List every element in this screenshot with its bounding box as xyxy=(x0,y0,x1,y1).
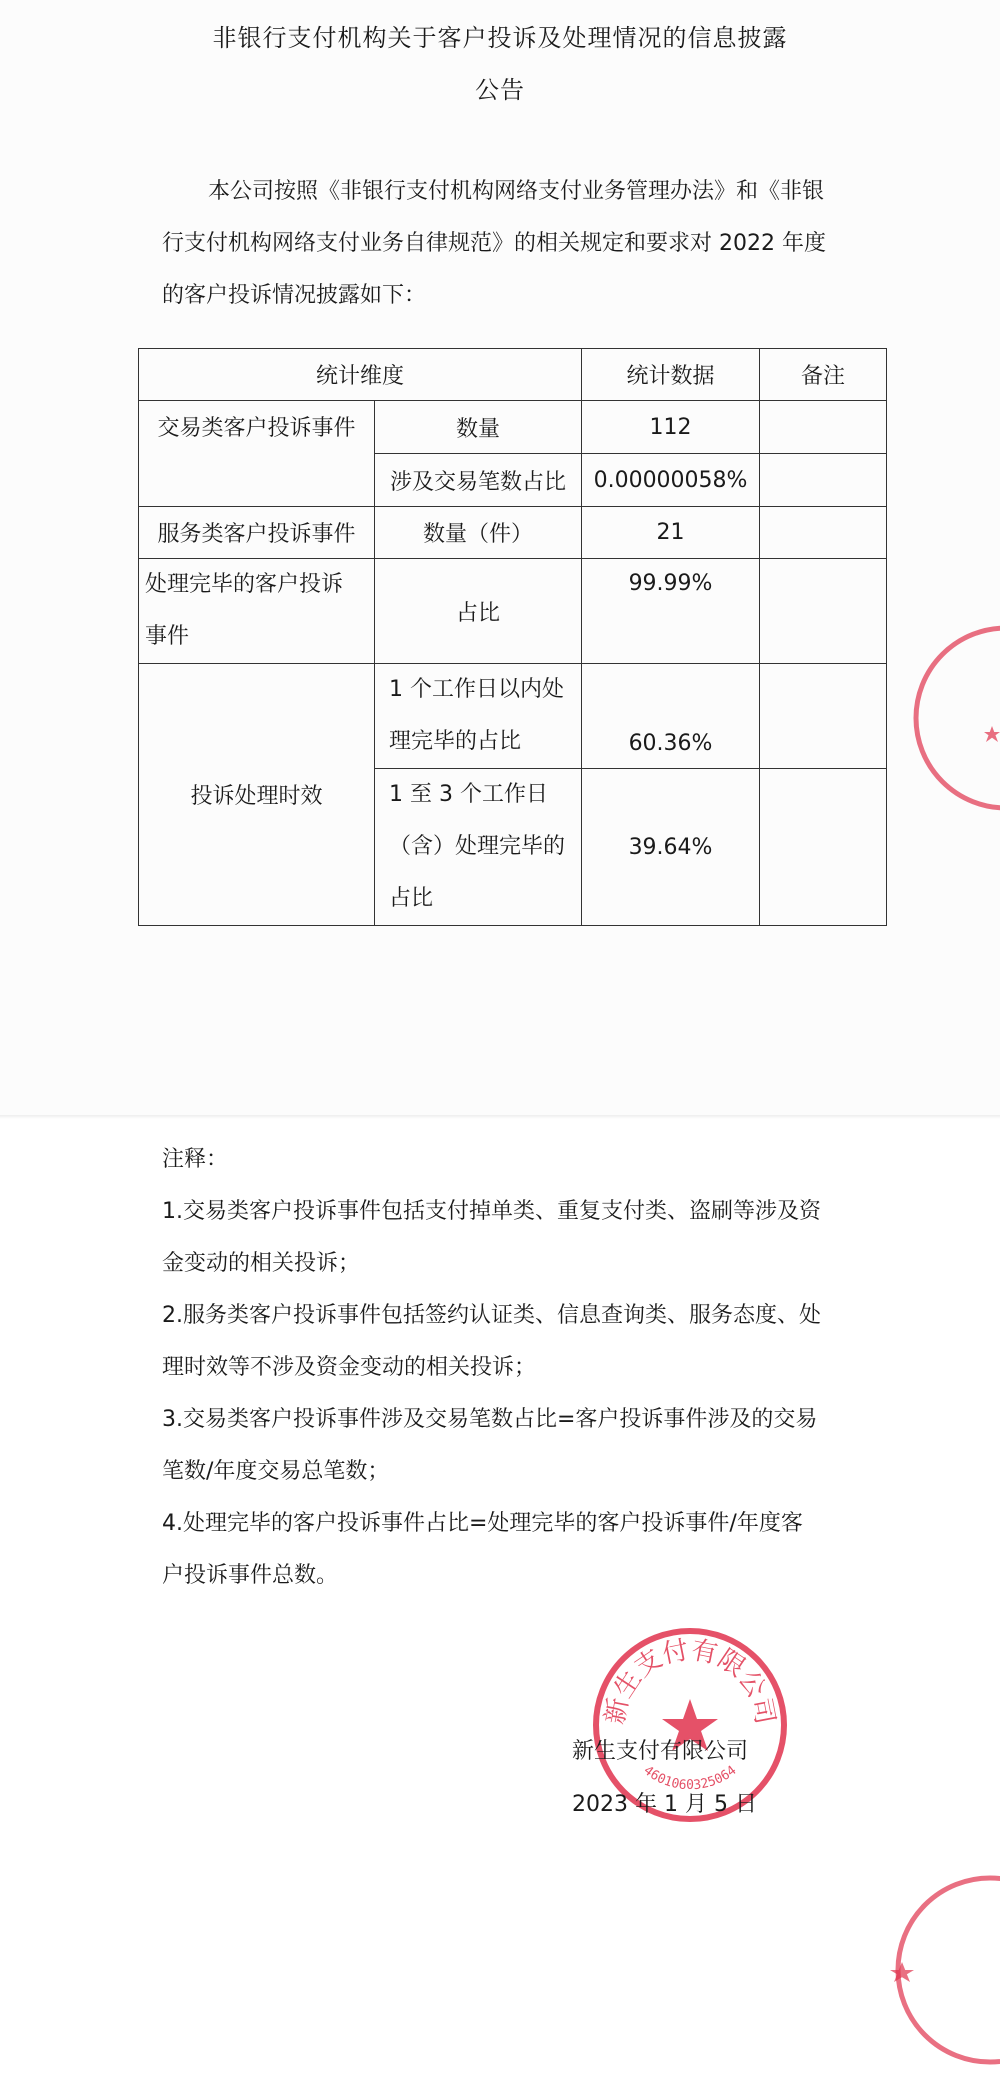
transaction-category: 交易类客户投诉事件 xyxy=(139,401,375,507)
note-2-line-1: 2.服务类客户投诉事件包括签约认证类、信息查询类、服务态度、处 xyxy=(162,1303,821,1328)
note-4-line-1: 4.处理完毕的客户投诉事件占比=处理完毕的客户投诉事件/年度客 xyxy=(162,1511,803,1536)
statistics-table xyxy=(138,348,887,926)
edge-seal-top xyxy=(908,618,1000,818)
within1-label xyxy=(375,664,582,769)
intro-line-2: 行支付机构网络支付业务自律规范》的相关规定和要求对 2022 年度 xyxy=(162,231,826,256)
transaction-count-label: 数量 xyxy=(375,401,582,454)
handled-ratio-value: 99.99% xyxy=(582,559,760,664)
note-4-line-2: 户投诉事件总数。 xyxy=(162,1563,339,1588)
table-row xyxy=(139,664,887,769)
remark-cell xyxy=(760,664,887,769)
table-row xyxy=(139,559,887,664)
table-header-row xyxy=(139,349,887,401)
within3-value: 39.64% xyxy=(582,769,760,926)
seal-name: 新生支付有限公司 xyxy=(600,1635,780,1727)
notes-section xyxy=(162,1134,821,1602)
remark-cell xyxy=(760,401,887,454)
document-subtitle: 公告 xyxy=(475,76,525,104)
note-3-line-2: 笔数/年度交易总笔数； xyxy=(162,1459,390,1484)
seal-number: 4601060325064 xyxy=(640,1763,740,1794)
intro-line-3: 的客户投诉情况披露如下： xyxy=(162,283,427,308)
remark-cell xyxy=(760,769,887,926)
within1-label-line-2: 理完毕的占比 xyxy=(389,729,522,754)
edge-seal-bottom xyxy=(860,1870,1000,2070)
remark-cell xyxy=(760,454,887,507)
timeliness-category: 投诉处理时效 xyxy=(139,664,375,926)
star-icon xyxy=(984,726,1000,742)
table-row xyxy=(139,401,887,454)
signature-date: 2023 年 1 月 5 日 xyxy=(572,1792,757,1817)
remark-cell xyxy=(760,559,887,664)
handled-category-line-1: 处理完毕的客户投诉 xyxy=(145,572,344,597)
page-break xyxy=(0,1115,1000,1119)
within3-label xyxy=(375,769,582,926)
transaction-count-value: 112 xyxy=(582,401,760,454)
transaction-ratio-label: 涉及交易笔数占比 xyxy=(375,454,582,507)
note-3-line-1: 3.交易类客户投诉事件涉及交易笔数占比=客户投诉事件涉及的交易 xyxy=(162,1407,818,1432)
note-1-line-2: 金变动的相关投诉； xyxy=(162,1251,361,1276)
handled-ratio-label: 占比 xyxy=(375,559,582,664)
handled-category xyxy=(139,559,375,664)
transaction-ratio-value: 0.00000058% xyxy=(582,454,760,507)
header-remark: 备注 xyxy=(760,349,887,401)
header-data: 统计数据 xyxy=(582,349,760,401)
handled-category-line-2: 事件 xyxy=(145,624,190,649)
service-count-label: 数量（件） xyxy=(375,507,582,559)
header-dimension: 统计维度 xyxy=(139,349,582,401)
within1-value: 60.36% xyxy=(582,664,760,769)
service-category: 服务类客户投诉事件 xyxy=(139,507,375,559)
within3-label-line-3: 占比 xyxy=(389,886,434,911)
document-title: 非银行支付机构关于客户投诉及处理情况的信息披露 xyxy=(212,24,788,52)
notes-heading: 注释： xyxy=(162,1147,229,1172)
within3-label-line-2: （含）处理完毕的 xyxy=(389,834,566,859)
within1-label-line-1: 1 个工作日以内处 xyxy=(389,677,564,702)
within3-label-line-1: 1 至 3 个工作日 xyxy=(389,782,548,807)
note-1-line-1: 1.交易类客户投诉事件包括支付掉单类、重复支付类、盗刷等涉及资 xyxy=(162,1199,821,1224)
star-icon xyxy=(890,1962,914,1982)
signature-company: 新生支付有限公司 xyxy=(572,1739,749,1764)
table-row xyxy=(139,507,887,559)
service-count-value: 21 xyxy=(582,507,760,559)
intro-line-1: 本公司按照《非银行支付机构网络支付业务管理办法》和《非银 xyxy=(208,179,825,204)
remark-cell xyxy=(760,507,887,559)
note-2-line-2: 理时效等不涉及资金变动的相关投诉； xyxy=(162,1355,537,1380)
